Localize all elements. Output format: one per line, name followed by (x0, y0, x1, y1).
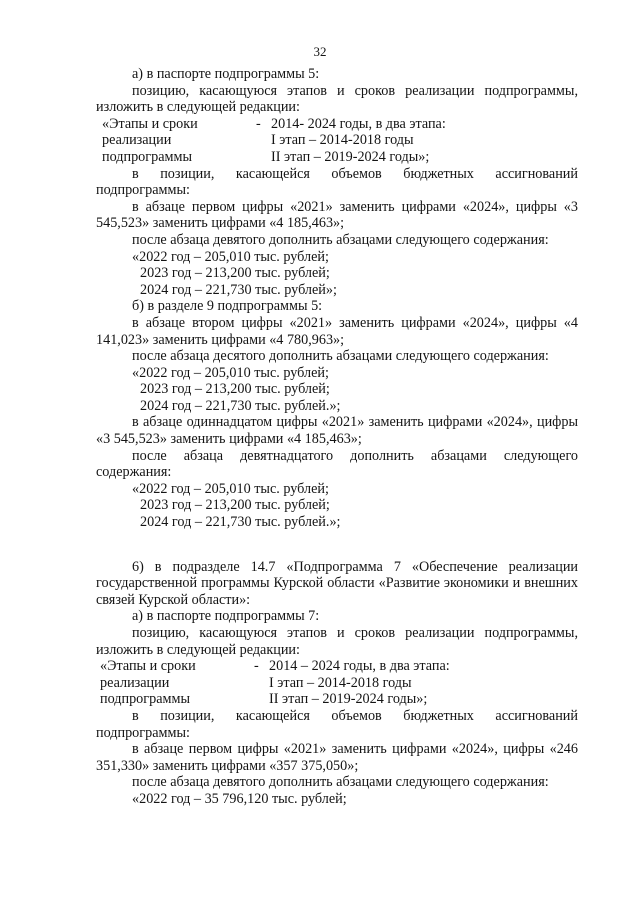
year-line: 2023 год – 213,200 тыс. рублей; (140, 381, 330, 398)
stages-value-line: II этап – 2019-2024 годы»; (271, 148, 430, 165)
budget-position-text: в позиции, касающейся объемов бюджетных ассигнований подпрограммы: (96, 708, 578, 741)
paragraph: в абзаце первом цифры «2021» заменить цифрами «2024», цифры «246 351,330» заменить цифрами «357 375,050»; (96, 741, 578, 774)
stages-value-line: 2014- 2024 годы, в два этапа: (271, 115, 446, 132)
paragraph: после абзаца девятого дополнить абзацами следующего содержания: (132, 774, 549, 791)
stages-position-text: позицию, касающуюся этапов и сроков реализации подпрограммы, изложить в следующей редакции: (96, 625, 578, 658)
section-6-intro: 6) в подразделе 14.7 «Подпрограмма 7 «Обеспечение реализации государственной программы Курской области «Развитие экономики и внешних связей Курской области»: (96, 558, 578, 608)
stages-label-line: подпрограммы (100, 691, 190, 708)
paragraph: после абзаца девятнадцатого дополнить абзацами следующего содержания: (96, 447, 578, 481)
document-body (96, 66, 578, 808)
stages-block (96, 658, 578, 708)
year-line: «2022 год – 35 796,120 тыс. рублей; (132, 790, 347, 807)
stages-label-line: «Этапы и сроки (100, 658, 196, 675)
year-line: «2022 год – 205,010 тыс. рублей; (132, 480, 329, 497)
budget-position-text: в позиции, касающейся объемов бюджетных ассигнований подпрограммы: (96, 165, 578, 199)
item-a-label: а) в паспорте подпрограммы 5: (132, 66, 320, 82)
paragraph: в абзаце первом цифры «2021» заменить цифрами «2024», цифры «3 545,523» заменить цифрами «4 185,463»; (96, 198, 578, 232)
stages-label-line: «Этапы и сроки (102, 115, 198, 132)
stages-value-line: 2014 – 2024 годы, в два этапа: (269, 658, 450, 675)
year-line: 2023 год – 213,200 тыс. рублей; (140, 497, 330, 514)
item-a-label: а) в паспорте подпрограммы 7: (132, 608, 320, 625)
stages-label-line: реализации (102, 132, 172, 149)
year-line: «2022 год – 205,010 тыс. рублей; (132, 364, 329, 381)
stages-block (96, 116, 578, 166)
paragraph: в абзаце втором цифры «2021» заменить цифрами «2024», цифры «4 141,023» заменить цифрами «4 780,963»; (96, 314, 578, 348)
stages-dash: - (254, 658, 259, 675)
item-b-label: б) в разделе 9 подпрограммы 5: (132, 298, 323, 315)
paragraph: в абзаце одиннадцатом цифры «2021» заменить цифрами «2024», цифры «3 545,523» заменить цифрами «4 185,463»; (96, 414, 578, 448)
stages-label-line: реализации (100, 674, 170, 691)
year-line: 2024 год – 221,730 тыс. рублей.»; (140, 514, 341, 531)
stages-value-line: II этап – 2019-2024 годы»; (269, 691, 428, 708)
year-line: 2024 год – 221,730 тыс. рублей.»; (140, 397, 341, 414)
year-line: 2023 год – 213,200 тыс. рублей; (140, 265, 330, 282)
year-line: 2024 год – 221,730 тыс. рублей»; (140, 281, 337, 298)
year-line: «2022 год – 205,010 тыс. рублей; (132, 248, 329, 265)
stages-value-line: I этап – 2014-2018 годы (271, 132, 414, 149)
spacer (96, 531, 578, 559)
stages-value-line: I этап – 2014-2018 годы (269, 674, 412, 691)
stages-position-text: позицию, касающуюся этапов и сроков реализации подпрограммы, изложить в следующей редакции: (96, 82, 578, 116)
stages-label-line: подпрограммы (102, 148, 192, 165)
paragraph: после абзаца девятого дополнить абзацами следующего содержания: (132, 231, 549, 248)
stages-dash: - (256, 115, 261, 132)
paragraph: после абзаца десятого дополнить абзацами следующего содержания: (132, 348, 549, 365)
page-number: 32 (313, 44, 327, 59)
